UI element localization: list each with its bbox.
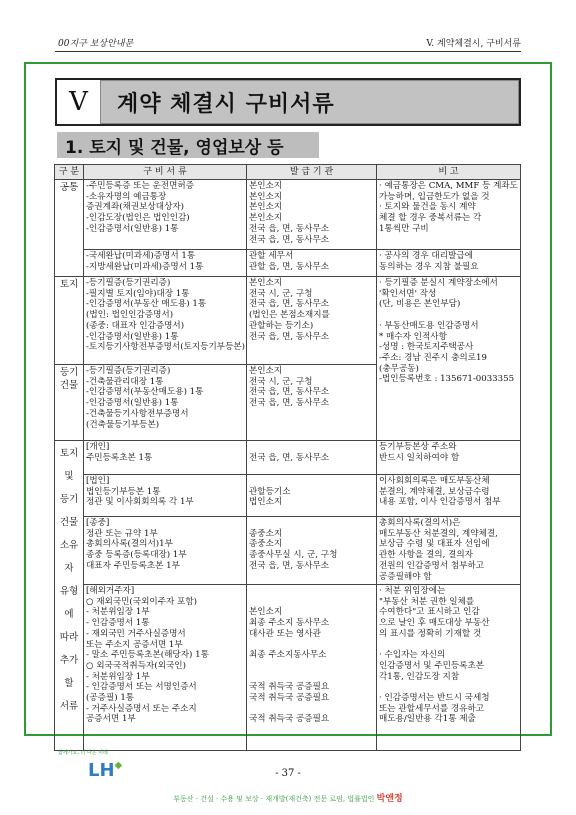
row-agency-line: 본인소지 [249,213,283,224]
row-note-line: 체결 할 경우 중복서류는 각 [379,213,482,224]
table-row [55,277,521,365]
row-note-line: 으로 날인 후 매도대상 부동산 [379,618,490,629]
row-note-line: 1통씩만 구비 [379,223,429,234]
row-agency-line: 전국 시, 군, 구청 [249,376,313,387]
row-documents-line: -주민등록증 또는 운전면허증 [86,181,194,191]
row-agency-line: 최종 주소지동사무소 [249,650,327,661]
row-documents [84,441,247,475]
row-agency-line [249,704,374,715]
row-category [55,441,84,751]
row-documents-line: [법인] [86,476,110,486]
row-documents-line: 종중 등록증(등록대장) 1부 [86,550,187,561]
documents-table [54,164,521,751]
row-documents-line: 또는 주소지 공증서면 1부 [86,639,183,650]
row-documents [84,180,247,250]
header-right: V. 계약체결시, 구비서류 [426,39,521,49]
row-documents-line: -인감증명서(부동산매도용) 1통 [86,387,204,398]
row-agency-line [249,640,374,651]
row-note-line: -주소: 경남 진주시 충의로19 [379,352,487,363]
row-category-line: 서류 [59,701,79,712]
row-agency-line: 본인소지 [249,191,283,202]
row-note-line: 매도부동산 처분결의, 계약체결, [379,528,498,539]
row-documents-line: - 거주사실증명서 또는 주소지 [86,703,197,714]
row-agency-line: 본인소지 [249,202,283,213]
row-documents-line: -토지등기사항전부증명서(토지등기부등본) [86,342,246,353]
row-documents-line: 정관 및 이사회회의록 각 1부 [86,497,194,508]
row-documents-line: -등기필증(등기권리증) [86,278,171,288]
row-documents-line: -인감도장(법인은 법인인감) [86,213,190,224]
table-header-row [55,165,521,180]
row-documents-line: (공증필) 1통 [86,693,135,704]
table-row [55,475,521,517]
row-note-line: 또는 관할세무서를 경유하고 [379,703,485,714]
row-note-line: (단, 비용은 본인부담) [379,299,461,310]
row-note-line: -법인등록번호 : 135671-0033355 [379,374,515,385]
row-category [55,180,84,277]
row-documents-line: (법인: 법인인감증명서) [86,310,174,321]
section-heading [55,78,521,126]
section-title: 계약 체결시 구비서류 [100,80,519,124]
row-note [377,441,521,475]
row-note-line: · 부동산매도용 인감증명서 [379,320,479,331]
table-row [55,517,521,585]
row-note-line: 전원의 인감증명서 첨부하고 [379,560,485,571]
section-number: V [57,80,102,124]
row-note-line: 인감증명서 및 주민등록초본 [379,660,485,671]
row-note [377,585,521,751]
row-documents-line: -인감증명서(일반용) 1통 [86,223,179,234]
row-category-line: 토지 [59,279,79,290]
row-documents-line: -지방세완납(미과세)증명서 1통 [86,261,204,272]
slogan: 함께가요, 더 나은 미래 [58,750,108,756]
row-category-line: 자 [64,563,74,574]
row-documents-line: -국세완납(미과세)증명서 1통 [86,251,196,261]
row-note-line: 공증필해야 함 [379,571,432,582]
row-agency-line: 전국 읍, 면, 동사무소 [249,331,330,342]
page-number: - 37 - [275,768,301,779]
row-note-line: 총회의사록(결의서)은 [379,518,461,528]
row-agency [247,250,377,277]
row-note [377,517,521,585]
row-note-line: · 공사의 경우 대리발급에 [379,251,473,261]
row-note-line: · 등기필증 분실시 계약장소에서 [379,278,498,288]
row-category [55,365,84,441]
row-agency-line: 종중소지 [249,539,283,550]
row-category-line: 등기 [59,367,79,378]
row-agency-line: 전국 읍, 면, 동사무소 [249,452,330,463]
row-note-line: 각1통, 인감도장 지참 [379,671,460,682]
header-divider [55,51,521,52]
row-agency-line: 관할 읍, 면, 동사무소 [249,261,330,272]
row-agency-line: 전국 시, 군, 구청 [249,288,313,299]
row-agency-line [249,476,374,487]
row-documents-line: -등기필증(등기권리증) [86,366,171,376]
row-documents-line: -건축물등기사항전부증명서 [86,408,189,419]
row-category-line: 건물 [59,380,79,391]
row-category-line: 할 [64,678,74,689]
row-documents-line: - 인감증명서 1통 [86,618,150,629]
row-note [377,475,521,517]
subsection-title: 1. 토지 및 건물, 영업보상 등 [57,132,319,158]
row-note-line: '확인서면' 작성 [379,288,437,299]
row-category-line: 및 [64,471,74,482]
row-category-line: 등기 [59,494,79,505]
row-agency [247,180,377,250]
row-documents-line: 주민등록초본 1통 [86,452,153,463]
row-documents-line: -인감증명서(일반용) 1통 [86,331,179,342]
row-note-line: · 토지와 물건을 동시 계약 [379,202,476,213]
row-documents-line: -필지별 토지(임야)대장 1통 [86,288,190,299]
row-note-line: 이사회회의록은 매도부동산체 [379,476,490,486]
row-agency [247,441,377,475]
row-note-line [379,682,518,693]
row-note-line: 보상금 수령 및 대표자 선임에 [379,539,490,550]
row-documents-line: [개인] [86,442,110,452]
row-agency-line: 전국 읍, 면, 동사무소 [249,223,330,234]
row-category-line: 소유 [59,540,79,551]
row-documents-line: 대표자 주민등록초본 1부 [86,560,180,571]
row-documents-line: -인감증명서(일반용) 1통 [86,398,179,409]
row-documents [84,585,247,751]
row-category-line: 토지 [59,448,79,459]
table-row [55,441,521,475]
row-note-line: 등기부등본상 주소와 [379,442,457,452]
row-agency-line [249,586,374,597]
row-documents-line: -건축물관리대장 1통 [86,376,164,387]
row-documents-line: ○ 외국국적취득자(외국인) [86,660,186,671]
row-note-line: 반드시 일치하여야 함 [379,452,460,463]
row-agency-line [249,518,374,529]
row-note-line [379,640,518,651]
row-category-line: 따라 [59,632,79,643]
row-agency-line: 종중소지 [249,528,283,539]
table-row [55,180,521,250]
row-category-line: 공통 [59,182,79,193]
header-left: 00지구 보상안내문 [58,39,134,49]
table-row [55,250,521,277]
row-agency-line: 전국 읍, 면, 동사무소 [249,560,330,571]
row-note-line: 의 표시를 정확히 기재할 것 [379,628,482,639]
row-agency-line: 관할 세무서 [249,251,294,261]
row-note-line: 수여한다"고 표시하고 인감 [379,607,480,618]
row-agency-line [249,661,374,672]
row-note-line [379,310,518,321]
row-documents-line: -인감증명서(부동산 매도용) 1통 [86,299,207,310]
row-agency-line [249,672,374,683]
row-agency-line: 본인소지 [249,366,283,376]
row-note-line: "부동산 처분 권한 일체를 [379,596,475,607]
row-agency-line: 종중사무실 시, 군, 구청 [249,550,338,561]
row-note-line: -성명 : 한국토지주택공사 [379,342,474,353]
row-note-line: · 처분 위임장에는 [379,586,446,596]
row-note-line: 분결의, 계약체결, 보상금수령 [379,486,490,497]
row-documents-line: (건축물등기부등본) [86,419,160,430]
row-documents-line: [해외거주자] [86,586,135,596]
row-agency-line: 법인소지 [249,497,283,508]
row-documents [84,517,247,585]
row-note [377,277,521,441]
row-documents [84,250,247,277]
row-category-line: 유형 [59,586,79,597]
row-agency-line: 국적 취득국 공증필요 [249,714,330,725]
row-documents-line: - 말소 주민등록초본(해당자) 1통 [86,650,209,661]
row-agency-line: 전국 읍, 면, 동사무소 [249,234,330,245]
row-note-line: * 매수자 인적사항 [379,331,447,342]
row-documents-line: 법인등기부등본 1통 [86,486,161,497]
firm-name: 박앤정 [376,794,403,804]
header-agency: 발 급 기 관 [247,165,377,180]
header-documents: 구 비 서 류 [84,165,247,180]
row-note-line: · 예금통장은 CMA, MMF 등 계좌도 [379,181,518,191]
row-agency-line: (법인은 본점소재지를 [249,310,330,321]
header-category: 구 분 [55,165,84,180]
row-documents [84,475,247,517]
row-agency [247,585,377,751]
row-agency-line [249,442,374,453]
row-documents-line: - 처분위임장 1부 [86,671,150,682]
row-agency-line [249,597,374,608]
row-agency-line: 전국 읍, 면, 동사무소 [249,398,330,409]
row-agency-line: 본인소지 [249,278,283,288]
row-category-line: 건물 [59,517,79,528]
row-documents [84,277,247,365]
footer-text: 부동산 · 건설 · 수용 및 보상 · 재개발(재건축) 전문 로펌, 법률법인 박앤정 [173,794,403,804]
row-documents-line: - 재외국민 거주사실증명서 [86,628,186,639]
row-note-line: 가능하며, 입금한도가 없을 것 [379,191,490,202]
row-agency-line: 본인소지 [249,181,283,191]
row-documents-line: 공증서면 1부 [86,714,136,725]
row-agency-line: 본인소지 [249,607,283,618]
row-agency-line: 관할하는 등기소) [249,320,314,331]
row-agency-line: 전국 읍, 면, 동사무소 [249,299,330,310]
row-documents-line: - 인감증명서 또는 서명인증서 [86,682,197,693]
row-documents-line: (종중: 대표자 인감증명서) [86,320,185,331]
row-note-line: · 인감증명서는 반드시 국세청 [379,693,490,704]
row-note-line: 동의하는 경우 지참 불필요 [379,261,479,272]
row-note [377,250,521,277]
row-agency-line: 전국 읍, 면, 동사무소 [249,387,330,398]
row-documents [84,365,247,441]
row-category-line: 추가 [59,655,79,666]
row-agency [247,475,377,517]
row-note-line: 매도용/일반용 각1통 제출 [379,714,476,725]
row-agency-line: 대사관 또는 영사관 [249,628,321,639]
row-documents-line: - 처분위임장 1부 [86,607,150,618]
row-agency [247,365,377,441]
row-agency-line: 관할등기소 [249,486,291,497]
row-note-line: · 수입자는 자신의 [379,650,446,661]
lh-logo: LH◆ [88,760,123,781]
row-note-line: (충무공동) [379,363,419,374]
row-note [377,180,521,250]
row-documents-line: ○ 재외국민(국외이주자 포함) [86,596,197,607]
header-note: 비 고 [377,165,521,180]
row-documents-line: -소유자명의 예금통장 [86,191,167,202]
table-row [55,585,521,751]
row-agency [247,277,377,365]
row-documents-line: 정관 또는 규약 1부 [86,528,158,539]
row-agency-line: 최종 주소지 동사무소 [249,618,330,629]
row-agency-line: 국적 취득국 공증필요 [249,682,330,693]
row-documents-line: [종중] [86,518,110,528]
row-note-line: 내용 포함, 이사 인감증명서 첨부 [379,497,501,508]
row-note-line: 관한 사항을 결의, 결의자 [379,550,473,561]
row-documents-line: 증권계좌(채권보상대상자) [86,202,185,213]
row-agency-line: 국적 취득국 공증필요 [249,693,330,704]
row-agency [247,517,377,585]
row-documents-line: 총회의사록(결의서)1부 [86,539,173,550]
row-category [55,277,84,365]
row-category-line: 에 [64,609,74,620]
